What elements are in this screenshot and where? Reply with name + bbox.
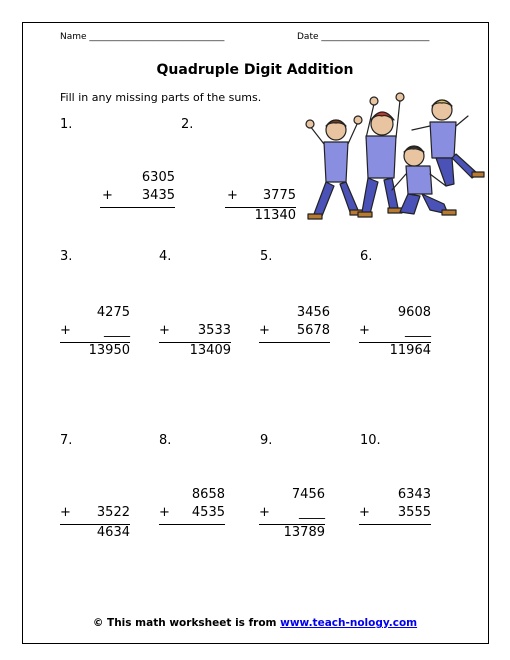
problem-number-1: 1. [60,117,73,132]
footer-credit [0,617,510,629]
problem-5-bottom: 5678 [296,323,330,338]
footer-text: © This math worksheet is from [92,617,281,629]
problem-1-top: 6305 [141,170,175,185]
problem-9 [259,487,325,543]
plus-sign: + [227,188,238,203]
problem-number-3: 3. [60,249,73,264]
problem-9-top: 7456 [291,487,325,502]
problem-10 [359,487,431,543]
problem-number-2: 2. [181,117,194,132]
problem-3-top: 4275 [96,305,130,320]
problem-6-bottom: ____ [405,323,431,338]
problem-number-7: 7. [60,433,73,448]
worksheet-title: Quadruple Digit Addition [156,62,354,78]
problem-9-bottom: ____ [299,505,325,520]
problem-7-answer: 4634 [96,525,130,540]
problem-8-top: 8658 [191,487,225,502]
problem-3-answer: 13950 [88,343,130,358]
problem-7 [60,487,130,543]
cheering-people-illustration [296,86,486,226]
problem-6-answer: 11964 [389,343,431,358]
problem-number-9: 9. [260,433,273,448]
problem-4 [159,305,231,361]
problem-number-4: 4. [159,249,172,264]
instructions-text: Fill in any missing parts of the sums. [60,91,262,104]
problem-8 [159,487,225,543]
problem-10-top: 6343 [397,487,431,502]
footer-link[interactable]: www.teach-nology.com [280,617,418,629]
plus-sign: + [259,323,270,338]
date-field-label: Date ________________________ [297,32,430,42]
plus-sign: + [60,323,71,338]
problem-5 [259,305,330,361]
problem-1-bottom: 3435 [141,188,175,203]
problem-2 [181,170,296,226]
plus-sign: + [102,188,113,203]
problem-8-bottom: 4535 [191,505,225,520]
problem-3-bottom: ____ [104,323,130,338]
problem-2-bottom: 3775 [262,188,296,203]
problem-number-8: 8. [159,433,172,448]
problem-number-5: 5. [260,249,273,264]
problem-3 [60,305,130,361]
problem-6 [359,305,431,361]
problem-4-bottom: 3533 [197,323,231,338]
plus-sign: + [159,505,170,520]
problem-number-10: 10. [360,433,381,448]
problem-number-6: 6. [360,249,373,264]
name-field-label: Name ______________________________ [60,32,225,42]
plus-sign: + [359,505,370,520]
problem-10-bottom: 3555 [397,505,431,520]
problem-6-top: 9608 [397,305,431,320]
plus-sign: + [259,505,270,520]
problem-7-bottom: 3522 [96,505,130,520]
problem-5-top: 3456 [296,305,330,320]
problem-1 [60,170,175,226]
plus-sign: + [359,323,370,338]
problem-4-answer: 13409 [189,343,231,358]
problem-9-answer: 13789 [283,525,325,540]
plus-sign: + [60,505,71,520]
problem-2-answer: 11340 [254,208,296,223]
plus-sign: + [159,323,170,338]
